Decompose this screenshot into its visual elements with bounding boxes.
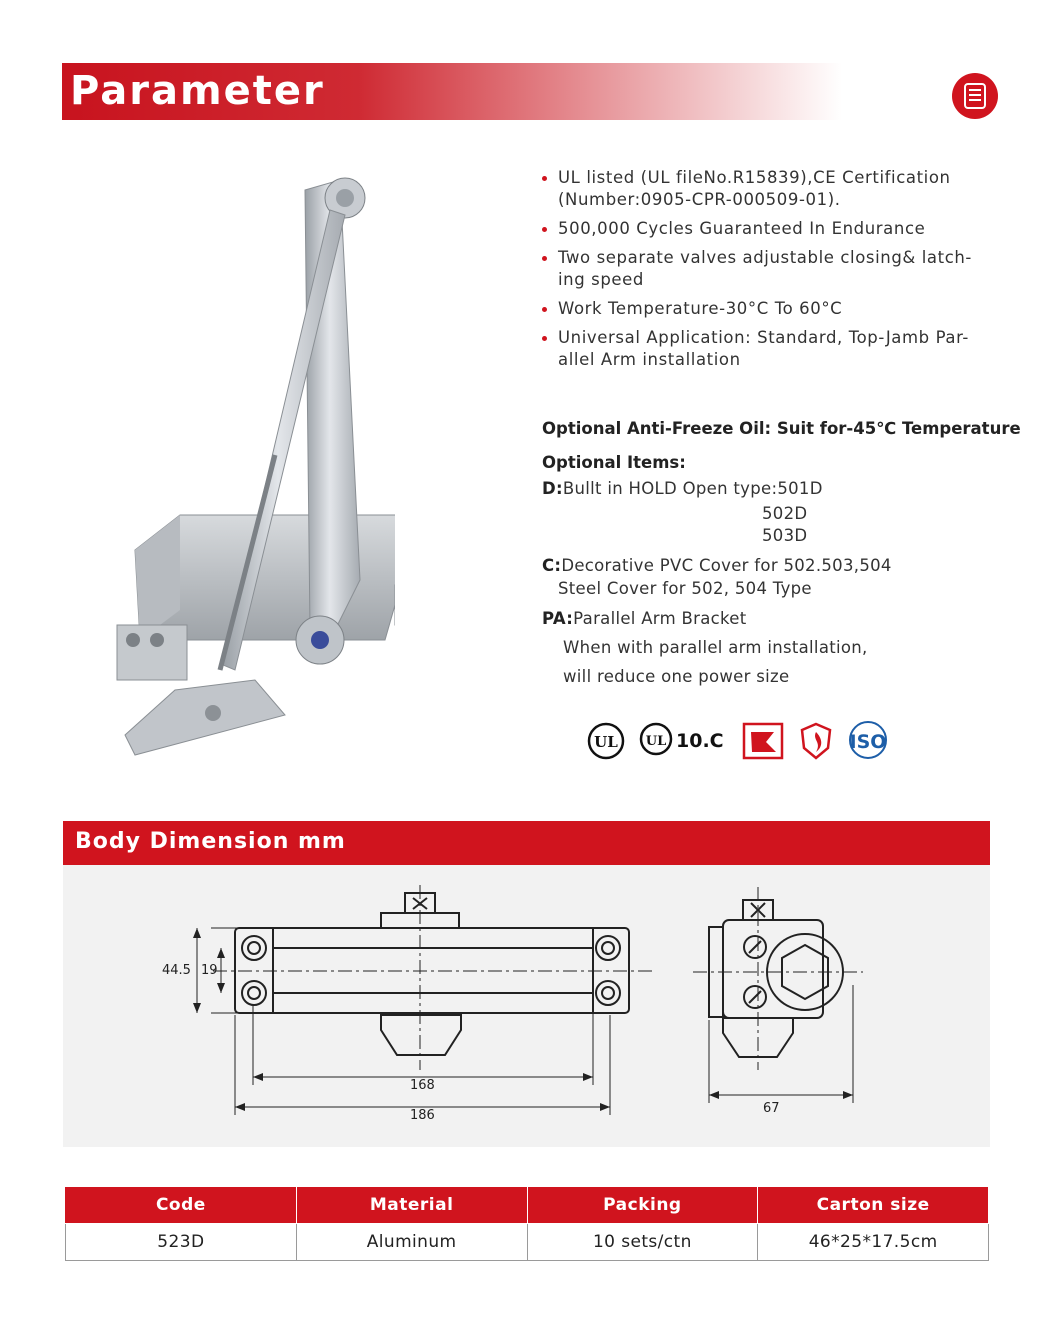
column-header-material: Material [296, 1187, 527, 1224]
column-header-code: Code [66, 1187, 297, 1224]
table-row [66, 1224, 989, 1261]
option-d-prefix: D: [542, 479, 563, 498]
option-pa-text2: When with parallel arm installation, [563, 638, 868, 657]
anti-freeze-note: Optional Anti-Freeze Oil: Suit for-45℃ Temperature [542, 419, 1021, 438]
ul-label: UL [594, 733, 618, 751]
ul-listed-icon [589, 724, 623, 758]
menu-button[interactable] [952, 73, 998, 119]
option-pa-text: Parallel Arm Bracket [573, 609, 747, 628]
dim-height-inner: 19 [201, 963, 218, 978]
optional-items-title: Optional Items: [542, 453, 686, 472]
option-pa-prefix: PA: [542, 609, 574, 628]
door-closer-image [95, 170, 395, 770]
feature-item: Work Temperature-30°C To 60°C [540, 298, 990, 320]
option-c-text: Decorative PVC Cover for 502.503,504 [561, 556, 892, 575]
dim-height-total: 44.5 [162, 963, 191, 978]
iso-icon [850, 722, 887, 758]
list-icon [952, 73, 998, 119]
option-c [542, 556, 892, 575]
cell-packing: 10 sets/ctn [527, 1224, 758, 1261]
dimension-drawing-panel [63, 865, 990, 1147]
spec-table-header-row [66, 1187, 989, 1224]
fire-rated-icon [802, 724, 830, 758]
option-c-prefix: C: [542, 556, 562, 575]
cell-material: Aluminum [296, 1224, 527, 1261]
column-header-packing: Packing [527, 1187, 758, 1224]
option-d-502: 502D [762, 504, 808, 523]
cul-10c-icon [641, 724, 724, 754]
column-header-carton-size: Carton size [758, 1187, 989, 1224]
option-pa-text3: will reduce one power size [563, 667, 790, 686]
option-c-text2: Steel Cover for 502, 504 Type [558, 579, 812, 598]
parameter-banner [62, 63, 842, 120]
feature-list [540, 167, 990, 378]
ulc-label: 10.C [676, 730, 724, 752]
ulc-mark: UL [645, 734, 667, 749]
feature-item: 500,000 Cycles Guaranteed In Endurance [540, 218, 990, 240]
spec-table [65, 1186, 989, 1261]
certification-logos [586, 718, 896, 764]
body-dimension-header [63, 821, 990, 865]
dim-depth: 67 [763, 1101, 780, 1116]
dim-total-length: 186 [410, 1108, 435, 1123]
option-d-503: 503D [762, 526, 808, 545]
feature-item: Universal Application: Standard, Top-Jamb Par-allel Arm installation [540, 327, 990, 371]
body-dimension-title: Body Dimension mm [75, 829, 346, 854]
page-title: Parameter [70, 68, 325, 114]
cell-carton-size: 46*25*17.5cm [758, 1224, 989, 1261]
quality-mark-icon [744, 724, 782, 758]
dim-inner-length: 168 [410, 1078, 435, 1093]
option-d [542, 479, 823, 498]
cell-code: 523D [66, 1224, 297, 1261]
option-pa [542, 609, 747, 628]
technical-drawing [63, 865, 990, 1147]
option-d-text: Bullt in HOLD Open type:501D [562, 479, 823, 498]
iso-label: ISO [849, 731, 887, 753]
feature-item: UL listed (UL fileNo.R15839),CE Certification (Number:0905-CPR-000509-01). [540, 167, 990, 211]
feature-item: Two separate valves adjustable closing& latch-ing speed [540, 247, 990, 291]
